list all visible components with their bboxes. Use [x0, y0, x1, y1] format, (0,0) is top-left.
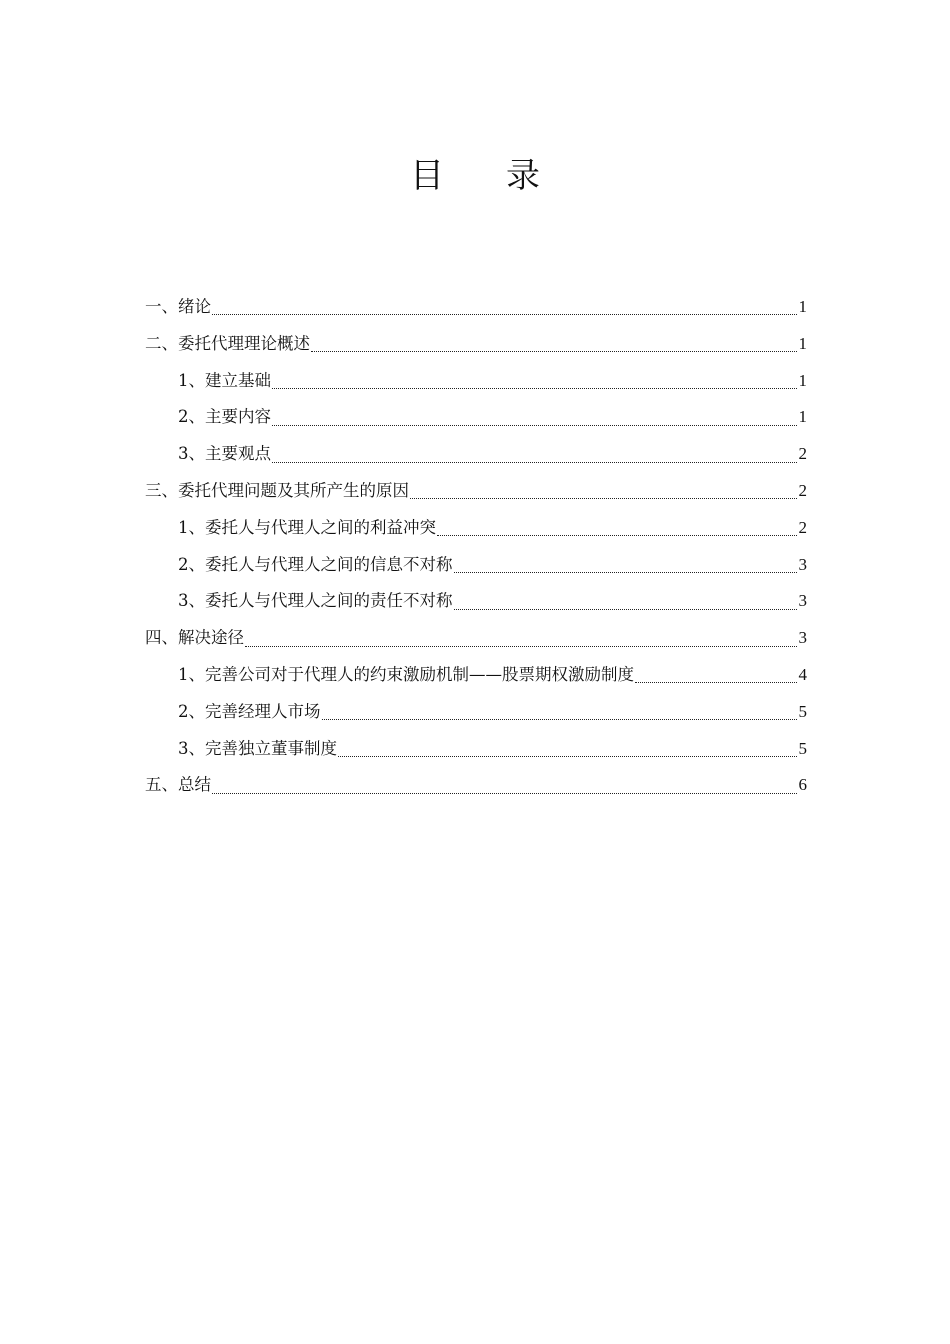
toc-entry-label: 2、委托人与代理人之间的信息不对称	[178, 554, 453, 574]
toc-entry[interactable]	[145, 731, 807, 768]
toc-entry-label: 1、完善公司对于代理人的约束激励机制——股票期权激励制度	[178, 664, 634, 684]
toc-entry-label: 2、完善经理人市场	[178, 701, 321, 721]
toc-dot-leader	[272, 387, 797, 389]
toc-entry[interactable]	[145, 473, 807, 510]
toc-dot-leader	[322, 718, 798, 720]
toc-dot-leader	[272, 424, 797, 426]
toc-entry-label: 一、绪论	[145, 297, 211, 316]
toc-dot-leader	[311, 350, 797, 352]
toc-entry-label: 三、委托代理问题及其所产生的原因	[145, 480, 409, 500]
toc-dot-leader	[635, 681, 797, 683]
toc-entry[interactable]	[145, 694, 807, 731]
toc-entry[interactable]	[145, 620, 807, 657]
toc-entry[interactable]	[145, 399, 807, 436]
toc-entry-label: 1、建立基础	[178, 370, 271, 390]
toc-entry-label: 1、委托人与代理人之间的利益冲突	[178, 517, 436, 537]
toc-entry-label: 3、委托人与代理人之间的责任不对称	[178, 591, 453, 611]
toc-entry[interactable]	[145, 363, 807, 400]
toc-entry[interactable]	[145, 326, 807, 363]
toc-entry[interactable]	[145, 510, 807, 547]
toc-dot-leader	[212, 792, 797, 794]
title-char-2: 录	[506, 156, 540, 196]
toc-entry-page: 5	[798, 738, 807, 758]
toc-entry[interactable]	[145, 583, 807, 620]
toc-entry-page: 1	[798, 407, 807, 427]
toc-entry[interactable]	[145, 289, 807, 326]
toc-dot-leader	[245, 645, 797, 647]
toc-entry-page: 2	[798, 517, 807, 537]
toc-entry-page: 1	[798, 370, 807, 390]
toc-entry-page: 4	[798, 664, 807, 684]
table-of-contents	[145, 289, 807, 804]
title-char-1: 目	[410, 156, 444, 196]
toc-entry-page: 1	[798, 333, 807, 353]
toc-entry-page: 5	[798, 701, 807, 721]
toc-entry[interactable]	[145, 767, 807, 804]
toc-dot-leader	[272, 461, 797, 463]
toc-entry-page: 1	[798, 297, 807, 316]
toc-entry-page: 3	[798, 628, 807, 648]
toc-dot-leader	[454, 571, 798, 573]
toc-entry[interactable]	[145, 436, 807, 473]
toc-entry[interactable]	[145, 657, 807, 694]
toc-entry[interactable]	[145, 547, 807, 584]
toc-entry-page: 6	[798, 775, 807, 795]
page-title	[0, 152, 950, 200]
toc-entry-page: 2	[798, 480, 807, 500]
toc-entry-page: 3	[798, 591, 807, 611]
toc-entry-page: 2	[798, 444, 807, 464]
toc-entry-label: 五、总结	[145, 775, 211, 795]
toc-dot-leader	[437, 534, 797, 536]
toc-entry-label: 四、解决途径	[145, 628, 244, 648]
toc-entry-label: 3、主要观点	[178, 444, 271, 464]
toc-dot-leader	[338, 755, 797, 757]
toc-entry-label: 2、主要内容	[178, 407, 271, 427]
toc-dot-leader	[410, 497, 797, 499]
toc-entry-label: 3、完善独立董事制度	[178, 738, 337, 758]
toc-entry-label: 二、委托代理理论概述	[145, 333, 310, 353]
toc-dot-leader	[212, 313, 797, 315]
toc-dot-leader	[454, 608, 798, 610]
toc-entry-page: 3	[798, 554, 807, 574]
